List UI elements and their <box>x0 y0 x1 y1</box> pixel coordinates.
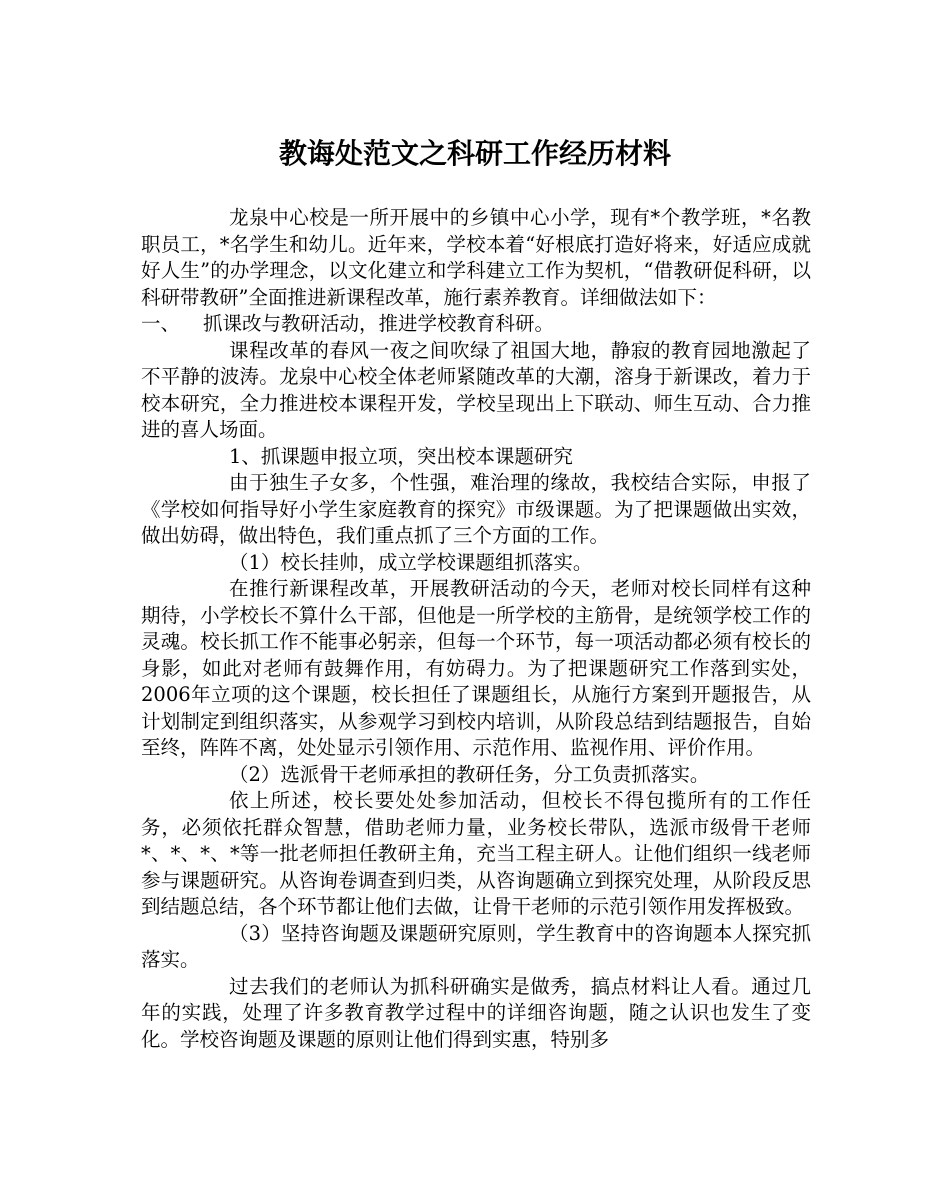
paragraph-teachers: 依上所述，校长要处处参加活动，但校长不得包揽所有的工作任务，必须依托群众智慧，借助老师力量，业务校长带队，选派市级骨干老师*、*、*、*等一批老师担任教研主角，充当工程主研人。让他们组织一线老师参与课题研究。从咨询卷调查到归类，从咨询题确立到探究处理，从阶段反思到结题总结，各个环节都让他们去做，让骨干老师的示范引领作用发挥极致。 <box>141 789 811 918</box>
subheading-principal: （1）校长挂帅，成立学校课题组抓落实。 <box>229 550 593 574</box>
paragraph-principal: 在推行新课程改革，开展教研活动的今天，老师对校长同样有这种期待，小学校长不算什么干部，但他是一所学校的主筋骨，是统领学校工作的灵魂。校长抓工作不能事必躬亲，但每一个环节，每一项活动都必须有校长的身影，如此对老师有鼓舞作用，有妨碍力。为了把课题研究工作落到实处，2006年立项的这个课题，校长担任了课题组长，从施行方案到开题报告，从计划制定到组织落实，从参观学习到校内培训，从阶段总结到结题报告，自始至终，阵阵不离，处处显示引领作用、示范作用、监视作用、评价作用。 <box>141 577 811 759</box>
subheading-teachers: （2）选派骨干老师承担的教研任务，分工负责抓落实。 <box>229 762 710 786</box>
document-body <box>141 205 811 1053</box>
section-heading-text: 抓课改与教研活动，推进学校教育科研。 <box>203 312 555 335</box>
paragraph-reform: 课程改革的春风一夜之间吹绿了祖国大地，静寂的教育园地激起了不平静的波涛。龙泉中心校全体老师紧随改革的大潮，溶身于新课改，着力于校本研究，全力推进校本课程开发，学校呈现出上下联动、师生互动、合力推进的喜人场面。 <box>141 338 811 441</box>
paragraph-practice: 过去我们的老师认为抓科研确实是做秀，搞点材料让人看。通过几年的实践，处理了许多教育教学过程中的详细咨询题，随之认识也发生了变化。学校咨询题及课题的原则让他们得到实惠，特别多 <box>141 974 811 1051</box>
paragraph-project: 由于独生子女多，个性强，难治理的缘故，我校结合实际，申报了《学校如何指导好小学生家庭教育的探究》市级课题。为了把课题做出实效，做出妨碍，做出特色，我们重点抓了三个方面的工作。 <box>141 471 811 547</box>
section-heading-1 <box>141 311 811 338</box>
paragraph-intro: 龙泉中心校是一所开展中的乡镇中心小学，现有*个教学班，*名教职员工，*名学生和幼儿。近年来，学校本着“好根底打造好将来，好适应成就好人生”的办学理念，以文化建立和学科建立工作为契机，“借教研促科研，以科研带教研”全面推进新课程改革，施行素养教育。详细做法如下： <box>141 206 811 309</box>
subheading-principles: （3）坚持咨询题及课题研究原则，学生教育中的咨询题本人探究抓落实。 <box>141 921 811 971</box>
section-number: 一、 <box>141 312 181 335</box>
subheading-1: 1、抓课题申报立项，突出校本课题研究 <box>229 444 573 468</box>
document-title: 教诲处范文之科研工作经历材料 <box>278 137 671 170</box>
